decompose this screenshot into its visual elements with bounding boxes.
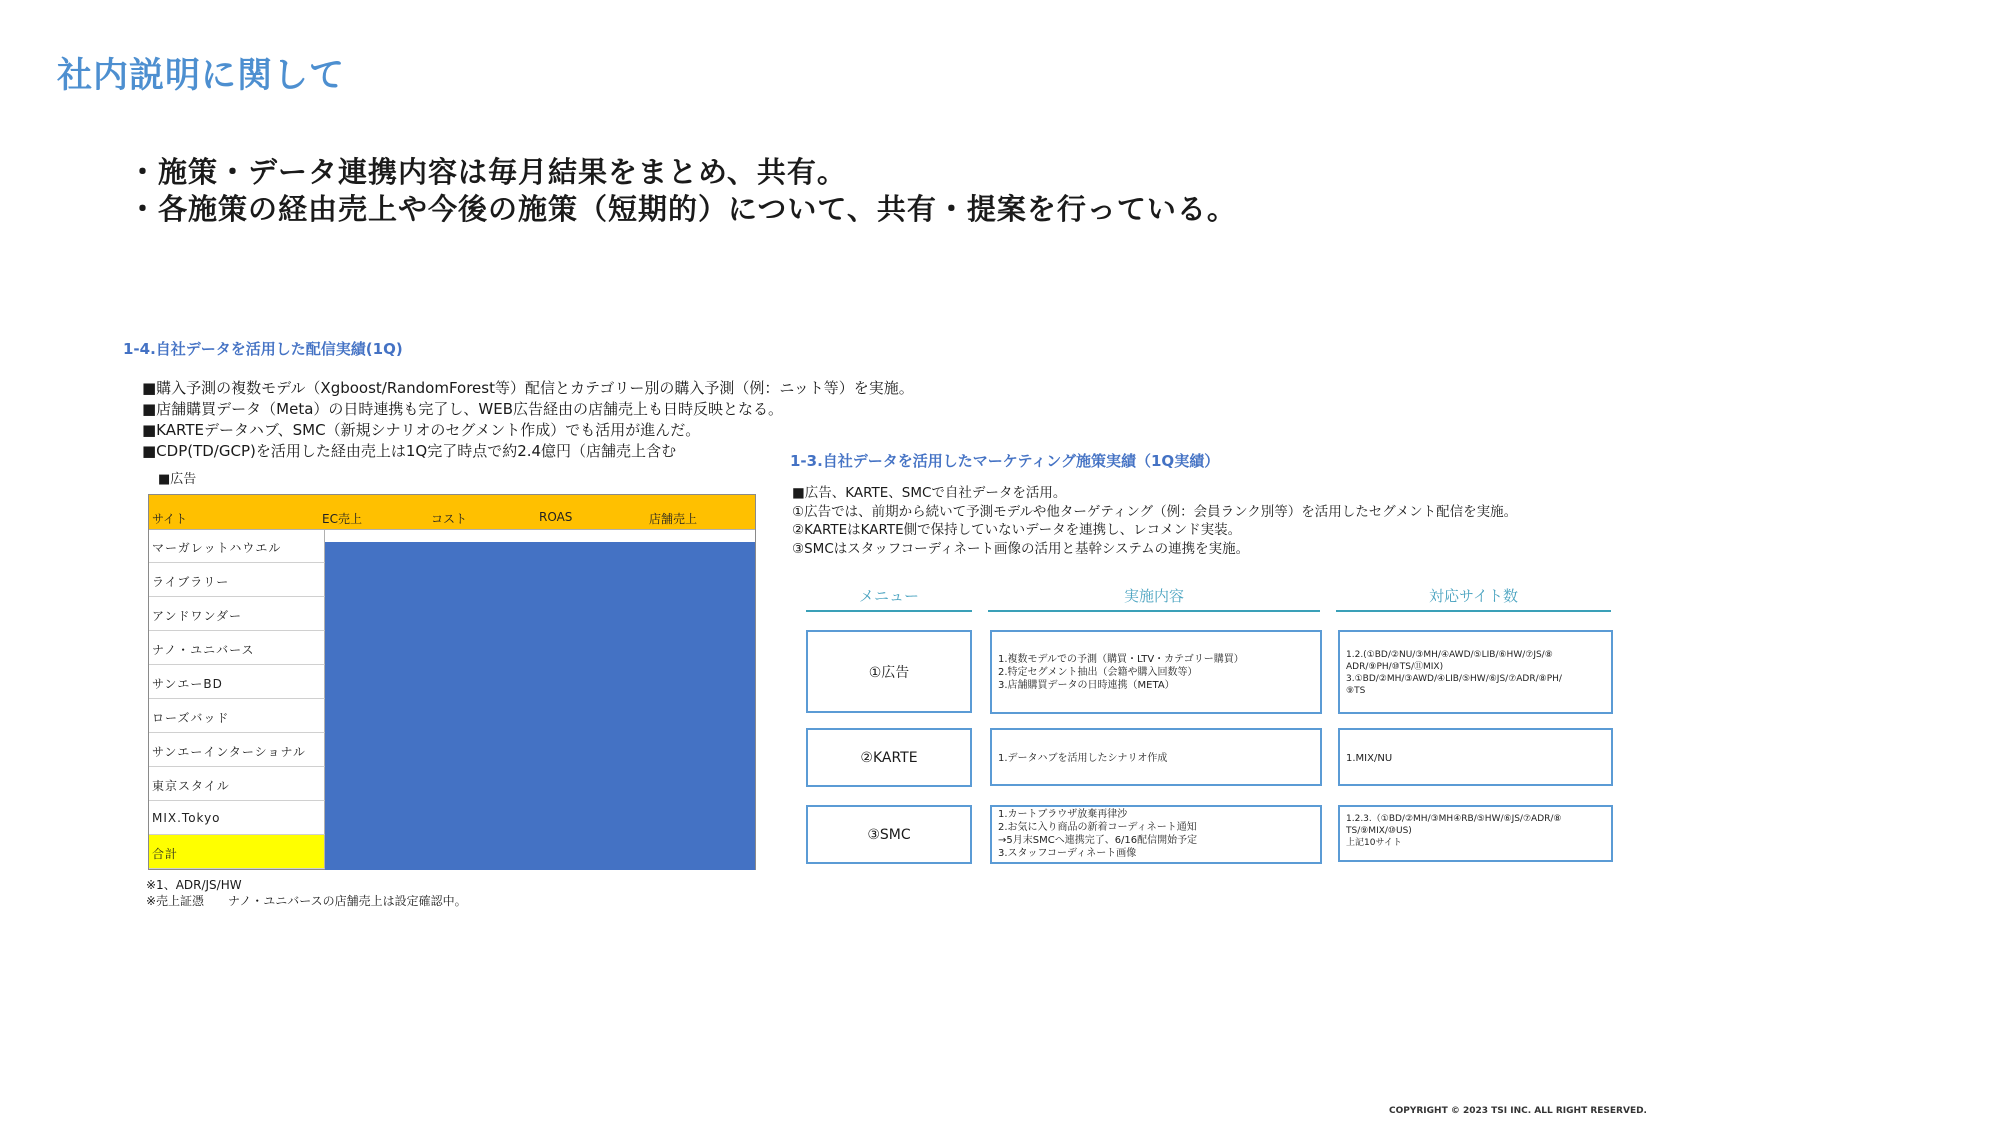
menu-cell-karte: ②KARTE	[806, 728, 972, 787]
left-note-3: ■KARTEデータハブ、SMC（新規シナリオのセグメント作成）でも活用が進んだ。	[142, 421, 701, 439]
table-row: アンドワンダー	[149, 597, 325, 631]
footnote-2: ※売上証憑 ナノ・ユニバースの店舗売上は設定確認中。	[146, 894, 467, 908]
right-section-heading: 1-3.自社データを活用したマーケティング施策実績（1Q実績）	[790, 452, 1220, 470]
table-row: サンエーBD	[149, 665, 325, 699]
bullet-line-1: ・施策・データ連携内容は毎月結果をまとめ、共有。	[128, 155, 847, 189]
ad-results-table	[148, 494, 756, 870]
page-title: 社内説明に関して	[57, 56, 346, 96]
col-roas: ROAS	[539, 510, 573, 524]
table-row: 東京スタイル	[149, 767, 325, 801]
table-row-total: 合計	[149, 835, 325, 869]
table-row: ローズバッド	[149, 699, 325, 733]
ad-table-header	[149, 495, 755, 530]
menu-cell-ad: ①広告	[806, 630, 972, 713]
right-note-1: ■広告、KARTE、SMCで自社データを活用。	[792, 485, 1067, 501]
content-cell-karte: 1.データハブを活用したシナリオ作成	[990, 728, 1322, 786]
footnote-1: ※1、ADR/JS/HW	[146, 878, 242, 892]
sites-cell-smc: 1.2.3.（①BD/②MH/③MH④RB/⑤HW/⑥JS/⑦ADR/⑧ TS/⑨MIX/⑩US) 上記10サイト	[1338, 805, 1613, 862]
header-sites: 対応サイト数	[1429, 587, 1518, 605]
ad-table-label: ■広告	[158, 472, 197, 487]
header-menu: メニュー	[858, 587, 919, 605]
col-ec-sales: EC売上	[322, 512, 362, 526]
divider	[988, 610, 1320, 612]
sites-cell-ad: 1.2.(①BD/②NU/③MH/④AWD/⑤LIB/⑥HW/⑦JS/⑧ ADR/⑨PH/⑩TS/⑪MIX) 3.①BD/②MH/③AWD/④LIB/⑤HW/⑥JS/⑦ADR/⑧PH/ ⑨TS	[1338, 630, 1613, 714]
left-note-1: ■購入予測の複数モデル（Xgboost/RandomForest等）配信とカテゴリー別の購入予測（例：ニット等）を実施。	[142, 379, 914, 397]
table-row: サンエーインターショナル	[149, 733, 325, 767]
left-section-heading: 1-4.自社データを活用した配信実績(1Q)	[123, 340, 403, 358]
content-cell-ad: 1.複数モデルでの予測（購買・LTV・カテゴリー購買） 2.特定セグメント抽出（会籍や購入回数等） 3.店舗購買データの日時連携（META）	[990, 630, 1322, 714]
right-note-2: ①広告では、前期から続いて予測モデルや他ターゲティング（例：会員ランク別等）を活用したセグメント配信を実施。	[792, 503, 1518, 520]
right-notes	[792, 484, 1517, 558]
divider	[806, 610, 972, 612]
divider	[1336, 610, 1611, 612]
header-content: 実施内容	[1123, 587, 1184, 605]
col-store-sales: 店舗売上	[649, 512, 698, 526]
content-cell-smc: 1.カートブラウザ放棄再律沙 2.お気に入り商品の新着コーディネート通知 →5月末SMCへ連携完了、6/16配信開始予定 3.スタッフコーディネート画像	[990, 805, 1322, 864]
left-note-2: ■店舗購買データ（Meta）の日時連携も完了し、WEB広告経由の店舗売上も日時反映となる。	[142, 400, 784, 418]
table-row: マーガレットハウエル	[149, 529, 325, 563]
redaction-block	[325, 542, 755, 870]
sites-cell-karte: 1.MIX/NU	[1338, 728, 1613, 786]
table-row: ナノ・ユニバース	[149, 631, 325, 665]
right-note-3: ②KARTEはKARTE側で保持していないデータを連携し、レコメンド実装。	[792, 522, 1242, 538]
left-note-4: ■CDP(TD/GCP)を活用した経由売上は1Q完了時点で約2.4億円（店舗売上含む	[142, 442, 677, 460]
right-note-4: ③SMCはスタッフコーディネート画像の活用と基幹システムの連携を実施。	[792, 540, 1250, 557]
col-site: サイト	[152, 512, 188, 526]
copyright: COPYRIGHT © 2023 TSI INC. ALL RIGHT RESERVED.	[1389, 1106, 1647, 1116]
table-row: ライブラリー	[149, 563, 325, 597]
menu-cell-smc: ③SMC	[806, 805, 972, 864]
bullet-line-2: ・各施策の経由売上や今後の施策（短期的）について、共有・提案を行っている。	[128, 192, 1237, 226]
col-cost: コスト	[431, 512, 468, 526]
table-row: MIX.Tokyo	[149, 801, 325, 835]
